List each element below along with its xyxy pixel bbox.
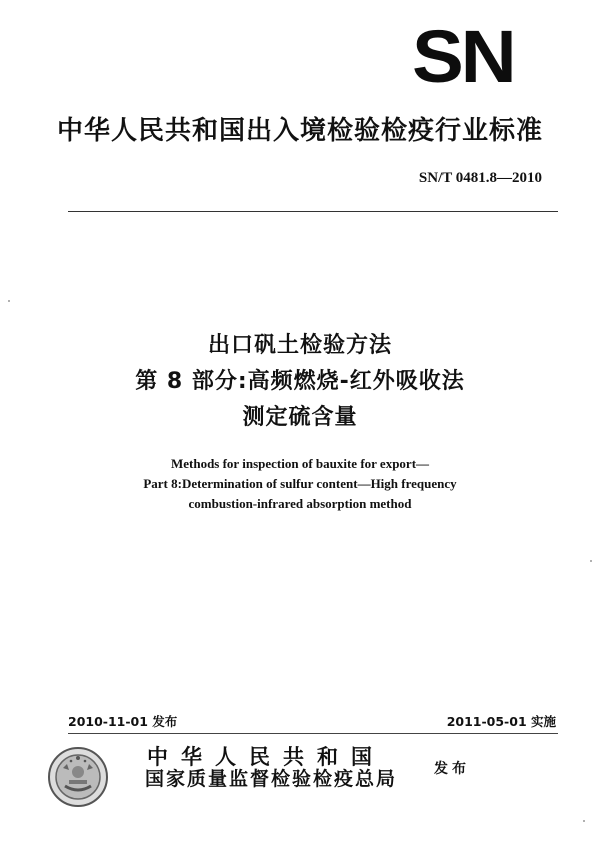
national-emblem-seal-icon bbox=[47, 746, 109, 808]
english-title-line-2: Part 8:Determination of sulfur content—High frequency bbox=[143, 476, 457, 491]
sn-logo: SN bbox=[412, 15, 514, 98]
top-divider bbox=[68, 211, 558, 212]
issuer-block bbox=[145, 746, 397, 790]
scan-speck bbox=[590, 560, 592, 562]
bottom-divider bbox=[68, 733, 558, 734]
scan-speck bbox=[8, 300, 10, 302]
implementation-date: 2011-05-01 实施 bbox=[446, 714, 556, 729]
chinese-title-line-1: 出口矾土检验方法 bbox=[207, 333, 392, 358]
publish-label: 发布 bbox=[434, 761, 470, 777]
chinese-title-line-3: 测定硫含量 bbox=[242, 405, 358, 430]
standard-number: SN/T 0481.8—2010 bbox=[418, 170, 542, 186]
scan-speck bbox=[583, 820, 585, 822]
issuer-agency: 国家质量监督检验检疫总局 bbox=[145, 768, 398, 790]
issue-date: 2010-11-01 发布 bbox=[68, 714, 178, 729]
english-title-line-3: combustion-infrared absorption method bbox=[188, 496, 412, 511]
chinese-title-line-2: 第 8 部分:高频燃烧-红外吸收法 bbox=[135, 369, 465, 394]
issuer-country: 中华人民共和国 bbox=[147, 745, 385, 769]
english-title-line-1: Methods for inspection of bauxite for export— bbox=[170, 456, 430, 471]
issuer-title: 中华人民共和国出入境检验检疫行业标准 bbox=[56, 116, 543, 146]
